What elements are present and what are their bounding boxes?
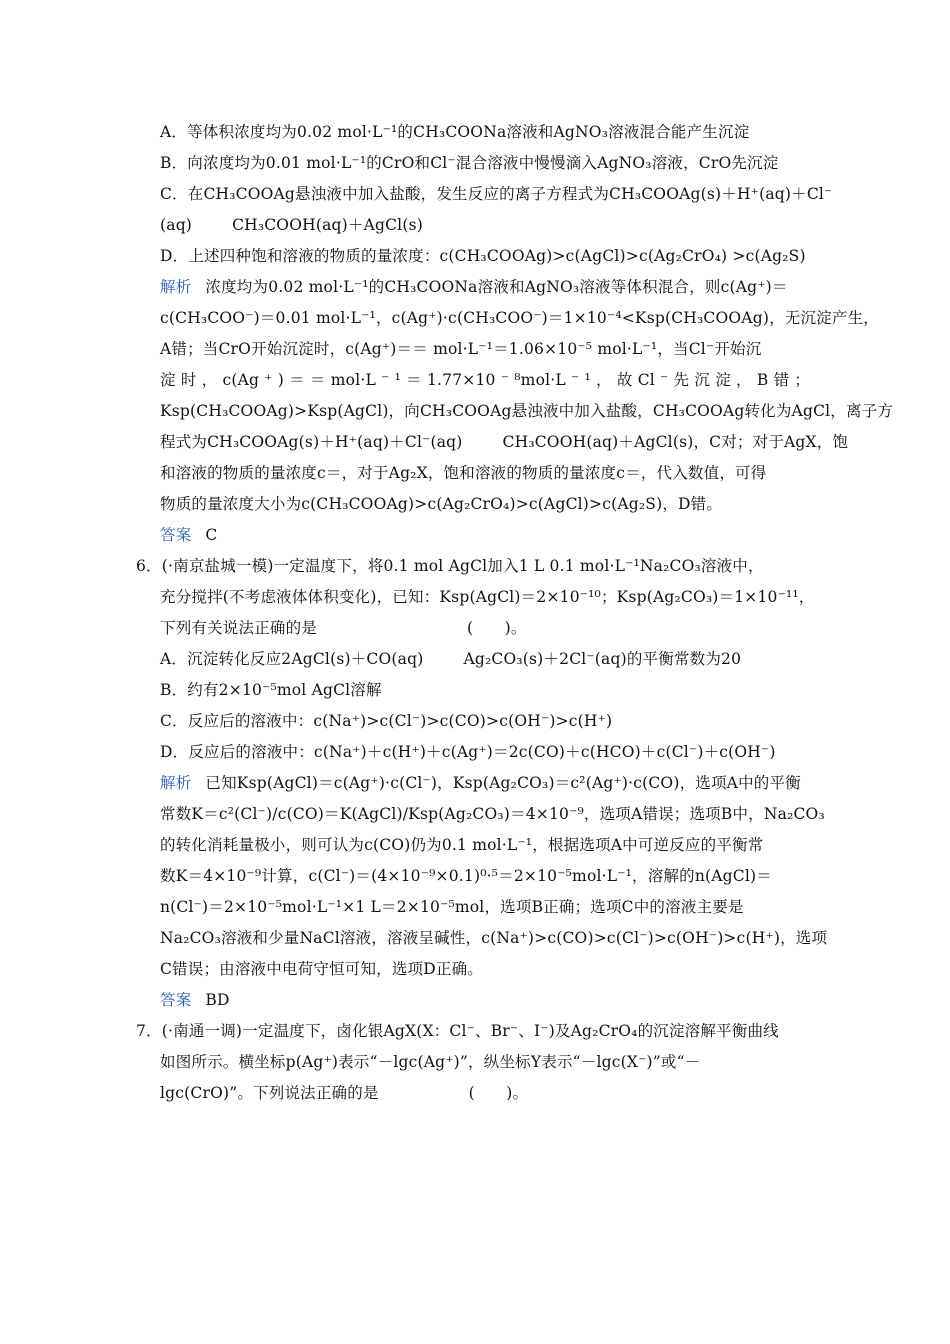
q5-analysis-line3: A错；当CrO开始沉淀时，c(Ag⁺)＝＝ mol·L⁻¹＝1.06×10⁻⁵ mol·L⁻¹，当Cl⁻开始沉: [160, 340, 762, 358]
q6-analysis-text1: 已知Ksp(AgCl)＝c(Ag⁺)·c(Cl⁻)，Ksp(Ag₂CO₃)＝c²(Ag⁺)·c(CO)，选项A中的平衡: [205, 774, 801, 792]
q5-answer-label: 答案: [160, 526, 192, 544]
q5-option-d: D．上述四种饱和溶液的物质的量浓度：c(CH₃COOAg)>c(AgCl)>c(Ag₂CrO₄) >c(Ag₂S): [160, 247, 806, 265]
q5-analysis-text6b: CH₃COOH(aq)＋AgCl(s)，C对；对于AgX，饱: [502, 433, 849, 451]
q5-analysis-line5: Ksp(CH₃COOAg)>Ksp(AgCl)，向CH₃COOAg悬浊液中加入盐酸，CH₃COOAg转化为AgCl，离子方: [160, 402, 894, 420]
q6-stem-line1: 6．(·南京盐城一模)一定温度下，将0.1 mol AgCl加入1 L 0.1 mol·L⁻¹Na₂CO₃溶液中，: [136, 557, 764, 575]
q6-analysis-label: 解析: [160, 774, 192, 792]
q6-analysis-line3: 的转化消耗量极小，则可认为c(CO)仍为0.1 mol·L⁻¹，根据选项A中可逆反应的平衡常: [160, 836, 764, 854]
q5-option-a: A．等体积浓度均为0.02 mol·L⁻¹的CH₃COONa溶液和AgNO₃溶液混合能产生沉淀: [160, 123, 750, 141]
q6-option-a-part1: A．沉淀转化反应2AgCl(s)＋CO(aq): [160, 650, 424, 668]
q5-option-c-part1: (aq): [160, 216, 193, 234]
q6-stem-line2: 充分搅拌(不考虑液体体积变化)，已知：Ksp(AgCl)＝2×10⁻¹⁰；Ksp(Ag₂CO₃)＝1×10⁻¹¹，: [160, 588, 815, 606]
q5-option-c-line2: [160, 214, 423, 236]
q5-analysis-line1: [160, 276, 788, 298]
q6-answer: BD: [205, 991, 230, 1009]
q7-stem-text3: lgc(CrO)”。下列说法正确的是: [160, 1084, 379, 1102]
q6-analysis-line6: Na₂CO₃溶液和少量NaCl溶液，溶液呈碱性，c(Na⁺)>c(CO)>c(Cl⁻)>c(OH⁻)>c(H⁺)，选项: [160, 929, 828, 947]
q5-answer: C: [205, 526, 218, 544]
q6-answer-label: 答案: [160, 991, 192, 1009]
q6-option-c: C．反应后的溶液中：c(Na⁺)>c(Cl⁻)>c(CO)>c(OH⁻)>c(H⁺): [160, 712, 613, 730]
q5-analysis-line7: 和溶液的物质的量浓度c＝，对于Ag₂X，饱和溶液的物质的量浓度c＝，代入数值，可得: [160, 464, 767, 482]
q5-analysis-line4: 淀 时 ， c(Ag ⁺ ) ＝ ＝ mol·L ⁻ ¹ ＝ 1.77×10 ⁻ ⁸mol·L ⁻ ¹ ， 故 Cl ⁻ 先 沉 淀 ， B 错 ；: [160, 371, 811, 389]
q5-option-b: B．向浓度均为0.01 mol·L⁻¹的CrO和Cl⁻混合溶液中慢慢滴入AgNO₃溶液，CrO先沉淀: [160, 154, 779, 172]
q6-stem-text3: 下列有关说法正确的是: [160, 619, 318, 637]
q7-stem-line3: [160, 1082, 528, 1104]
q6-option-d: D．反应后的溶液中：c(Na⁺)＋c(H⁺)＋c(Ag⁺)＝2c(CO)＋c(HCO)＋c(Cl⁻)＋c(OH⁻): [160, 743, 776, 761]
q5-analysis-line8: 物质的量浓度大小为c(CH₃COOAg)>c(Ag₂CrO₄)>c(AgCl)>c(Ag₂S)，D错。: [160, 495, 723, 513]
q5-option-c-part2: CH₃COOH(aq)＋AgCl(s): [232, 216, 423, 234]
q6-answer-blank: ( )。: [467, 619, 527, 637]
q6-analysis-line5: n(Cl⁻)＝2×10⁻⁵mol·L⁻¹×1 L＝2×10⁻⁵mol，选项B正确；选项C中的溶液主要是: [160, 898, 744, 916]
q6-option-b: B．约有2×10⁻⁵mol AgCl溶解: [160, 681, 382, 699]
q5-analysis-line6: [160, 431, 848, 453]
q5-answer-line: [160, 524, 217, 546]
q6-answer-line: [160, 989, 230, 1011]
q6-analysis-line1: [160, 772, 801, 794]
q6-option-a-part2: Ag₂CO₃(s)＋2Cl⁻(aq)的平衡常数为20: [463, 650, 742, 668]
q7-stem-line2: 如图所示。横坐标p(Ag⁺)表示“－lgc(Ag⁺)”，纵坐标Y表示“－lgc(X⁻)”或“－: [160, 1053, 701, 1071]
q5-analysis-label: 解析: [160, 278, 192, 296]
q5-analysis-line2: c(CH₃COO⁻)＝0.01 mol·L⁻¹，c(Ag⁺)·c(CH₃COO⁻)＝1×10⁻⁴<Ksp(CH₃COOAg)，无沉淀产生，: [160, 309, 879, 327]
q7-stem-line1: 7．(·南通一调)一定温度下，卤化银AgX(X：Cl⁻、Br⁻、I⁻)及Ag₂CrO₄的沉淀溶解平衡曲线: [136, 1022, 779, 1040]
q6-option-a: [160, 648, 741, 670]
q5-analysis-text6a: 程式为CH₃COOAg(s)＋H⁺(aq)＋Cl⁻(aq): [160, 433, 463, 451]
q5-option-c-line1: C．在CH₃COOAg悬浊液中加入盐酸，发生反应的离子方程式为CH₃COOAg(s)＋H⁺(aq)＋Cl⁻: [160, 185, 833, 203]
q6-stem-line3: [160, 617, 527, 639]
q5-analysis-text1: 浓度均为0.02 mol·L⁻¹的CH₃COONa溶液和AgNO₃溶液等体积混合，则c(Ag⁺)＝: [205, 278, 788, 296]
q6-analysis-line4: 数K＝4×10⁻⁹计算，c(Cl⁻)＝(4×10⁻⁹×0.1)⁰·⁵＝2×10⁻⁵mol·L⁻¹，溶解的n(AgCl)＝: [160, 867, 772, 885]
q7-answer-blank: ( )。: [468, 1084, 529, 1102]
q6-analysis-line2: 常数K＝c²(Cl⁻)/c(CO)＝K(AgCl)/Ksp(Ag₂CO₃)＝4×10⁻⁹，选项A错误；选项B中，Na₂CO₃: [160, 805, 825, 823]
q6-analysis-line7: C错误；由溶液中电荷守恒可知，选项D正确。: [160, 960, 483, 978]
